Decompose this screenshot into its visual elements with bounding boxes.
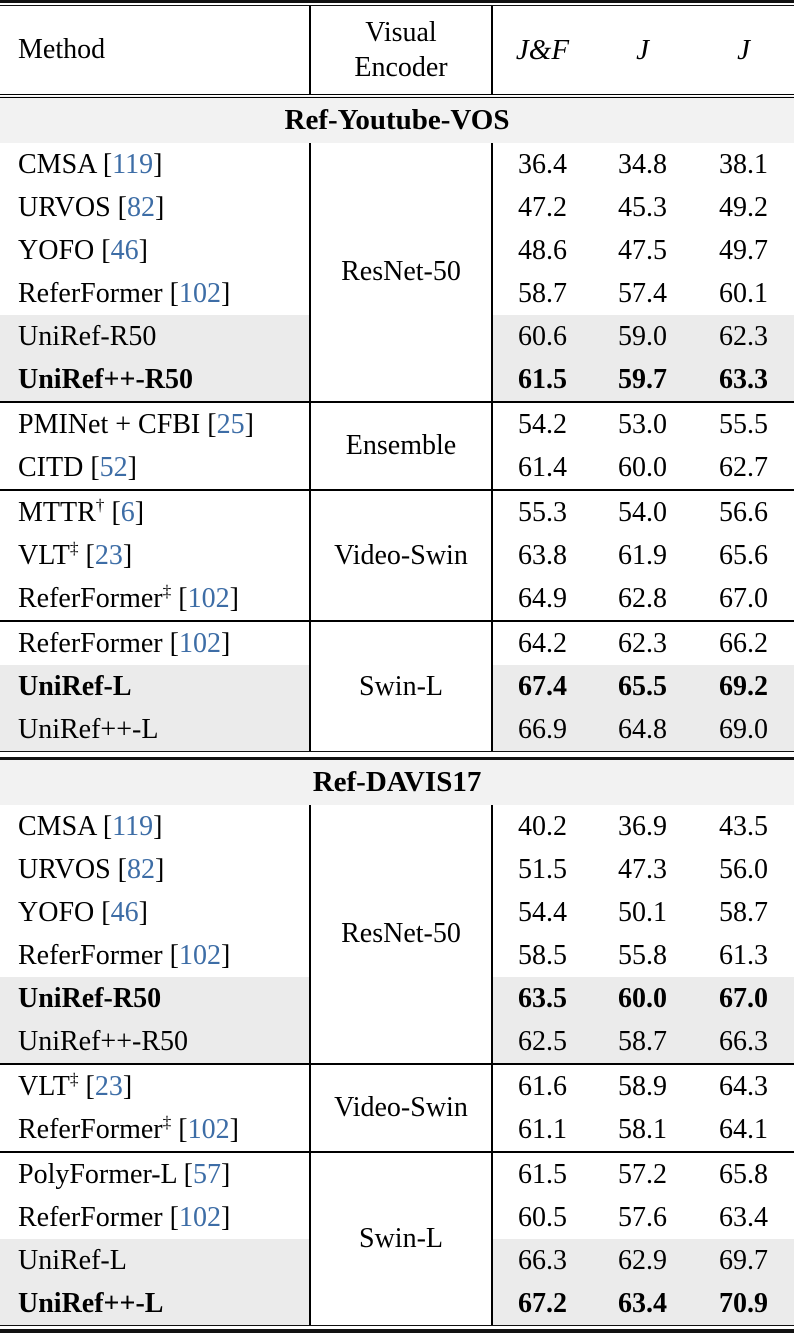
method-cell: PMINet + CFBI [25] bbox=[0, 402, 310, 446]
score-cell: 62.8 bbox=[618, 582, 667, 614]
encoder-cell: Ensemble bbox=[310, 402, 492, 490]
method-name: URVOS bbox=[18, 853, 111, 885]
score-cell: 56.0 bbox=[719, 853, 769, 885]
score-cell: 48.6 bbox=[518, 234, 567, 266]
citation-link[interactable]: 46 bbox=[110, 896, 139, 928]
method-cell bbox=[0, 1020, 310, 1064]
score-cell: 38.1 bbox=[719, 148, 768, 180]
citation-link[interactable]: 52 bbox=[99, 451, 128, 483]
citation-link[interactable]: 102 bbox=[187, 1113, 230, 1145]
score-cell: 59.0 bbox=[618, 320, 667, 352]
method-name: PMINet + CFBI bbox=[18, 408, 201, 440]
citation-link[interactable]: 25 bbox=[216, 408, 245, 440]
score-cell: 67.4 bbox=[518, 670, 567, 702]
score-cell: 47.3 bbox=[618, 853, 667, 885]
method-cell: MTTR† [6] bbox=[0, 490, 310, 534]
score-cell: 65.6 bbox=[719, 539, 768, 571]
score-cell: 62.3 bbox=[592, 621, 693, 665]
col-header-visual-encoder-line2: Encoder bbox=[354, 52, 448, 83]
score-cell: 40.2 bbox=[518, 810, 567, 842]
method-name: PolyFormer-L bbox=[18, 1158, 177, 1190]
col-header-visual-encoder-line1: Visual bbox=[365, 17, 437, 48]
score-cell: 60.0 bbox=[618, 451, 667, 483]
score-cell: 36.4 bbox=[518, 148, 567, 180]
method-cell: PolyFormer-L [57] bbox=[0, 1152, 310, 1196]
method-name: UniRef++-L bbox=[18, 1287, 164, 1319]
score-cell: 65.8 bbox=[693, 1152, 794, 1196]
citation-link[interactable]: 102 bbox=[178, 627, 221, 659]
method-cell: ReferFormer [102] bbox=[0, 621, 310, 665]
score-cell: 65.5 bbox=[618, 670, 667, 702]
method-cell: CMSA [119] bbox=[18, 148, 163, 180]
score-cell: 53.0 bbox=[592, 402, 693, 446]
method-name: CITD bbox=[18, 451, 84, 483]
method-superscript-marker: ‡ bbox=[162, 581, 172, 601]
citation-link[interactable]: 102 bbox=[187, 582, 230, 614]
score-cell: 60.0 bbox=[618, 982, 667, 1014]
score-cell: 57.4 bbox=[618, 277, 667, 309]
citation-link[interactable]: 119 bbox=[112, 148, 154, 180]
method-superscript-marker: ‡ bbox=[162, 1112, 172, 1132]
score-cell: 63.3 bbox=[719, 363, 768, 395]
table-row bbox=[0, 143, 794, 186]
method-name: CMSA bbox=[18, 148, 96, 180]
score-cell: 49.2 bbox=[719, 191, 768, 223]
citation-link[interactable]: 82 bbox=[127, 853, 155, 885]
method-cell bbox=[0, 1282, 310, 1325]
score-cell: 64.2 bbox=[492, 621, 592, 665]
score-cell: 62.3 bbox=[719, 320, 768, 352]
score-cell: 61.5 bbox=[492, 1152, 592, 1196]
score-cell: 64.3 bbox=[693, 1064, 794, 1108]
citation-link[interactable]: 46 bbox=[110, 234, 139, 266]
results-table-ref-davis17 bbox=[0, 760, 794, 1325]
encoder-cell: ResNet-50 bbox=[310, 143, 492, 402]
method-cell: CITD [52] bbox=[18, 451, 137, 483]
score-cell: 61.6 bbox=[492, 1064, 592, 1108]
score-cell: 63.4 bbox=[618, 1287, 667, 1319]
table-rule-bottom-thick bbox=[0, 1329, 794, 1333]
method-name: ReferFormer bbox=[18, 1113, 163, 1145]
method-name: ReferFormer bbox=[18, 582, 163, 614]
method-name: UniRef-L bbox=[18, 670, 132, 702]
score-cell: 47.5 bbox=[618, 234, 667, 266]
score-cell: 59.7 bbox=[618, 363, 667, 395]
method-cell: URVOS [82] bbox=[18, 853, 165, 885]
method-cell: YOFO [46] bbox=[18, 896, 148, 928]
method-name: MTTR bbox=[18, 496, 96, 528]
method-cell bbox=[0, 358, 310, 402]
method-superscript-marker: ‡ bbox=[69, 1069, 79, 1089]
citation-link[interactable]: 102 bbox=[178, 1201, 221, 1233]
score-cell: 61.5 bbox=[518, 363, 567, 395]
score-cell: 43.5 bbox=[719, 810, 769, 842]
method-name: UniRef-R50 bbox=[18, 320, 157, 352]
score-cell: 62.5 bbox=[518, 1025, 567, 1057]
section-band-row bbox=[0, 760, 794, 805]
score-cell: 67.2 bbox=[518, 1287, 567, 1319]
score-cell: 56.6 bbox=[693, 490, 794, 534]
method-name: URVOS bbox=[18, 191, 111, 223]
citation-link[interactable]: 6 bbox=[120, 496, 135, 528]
citation-link[interactable]: 119 bbox=[112, 810, 154, 842]
score-cell: 50.1 bbox=[618, 896, 667, 928]
score-cell: 55.8 bbox=[618, 939, 667, 971]
col-header-j-2: J bbox=[693, 6, 794, 96]
encoder-cell: Swin-L bbox=[310, 1152, 492, 1325]
score-cell: 34.8 bbox=[618, 148, 667, 180]
method-name: CMSA bbox=[18, 810, 96, 842]
score-cell: 69.0 bbox=[719, 713, 768, 745]
method-name: ReferFormer bbox=[18, 1201, 163, 1233]
score-cell: 67.0 bbox=[719, 582, 768, 614]
col-header-method: Method bbox=[0, 6, 310, 96]
method-cell: ReferFormer [102] bbox=[18, 277, 231, 309]
score-cell: 60.1 bbox=[719, 277, 768, 309]
section-header: Ref-DAVIS17 bbox=[0, 760, 794, 805]
score-cell: 63.5 bbox=[518, 982, 567, 1014]
score-cell: 45.3 bbox=[618, 191, 667, 223]
score-cell: 57.2 bbox=[592, 1152, 693, 1196]
score-cell: 54.2 bbox=[492, 402, 592, 446]
encoder-cell: Video-Swin bbox=[310, 1064, 492, 1152]
method-cell: URVOS [82] bbox=[18, 191, 165, 223]
score-cell: 55.5 bbox=[693, 402, 794, 446]
score-cell: 66.3 bbox=[518, 1244, 567, 1276]
score-cell: 58.1 bbox=[618, 1113, 667, 1145]
score-cell: 58.9 bbox=[592, 1064, 693, 1108]
method-name: VLT bbox=[18, 539, 70, 571]
method-name: VLT bbox=[18, 1070, 70, 1102]
citation-link[interactable]: 57 bbox=[192, 1158, 221, 1190]
method-cell bbox=[0, 708, 310, 751]
score-cell: 61.3 bbox=[719, 939, 769, 971]
score-cell: 54.0 bbox=[592, 490, 693, 534]
score-cell: 64.9 bbox=[518, 582, 567, 614]
method-name: UniRef-R50 bbox=[18, 982, 162, 1014]
table-row bbox=[0, 1064, 794, 1108]
score-cell: 60.6 bbox=[518, 320, 567, 352]
citation-link[interactable]: 82 bbox=[127, 191, 155, 223]
encoder-cell: Video-Swin bbox=[310, 490, 492, 621]
citation-link[interactable]: 102 bbox=[178, 939, 221, 971]
method-cell bbox=[0, 315, 310, 358]
score-cell: 70.9 bbox=[719, 1287, 769, 1319]
table-row bbox=[0, 1152, 794, 1196]
method-name: UniRef++-R50 bbox=[18, 1025, 189, 1057]
section-band-row bbox=[0, 96, 794, 143]
method-name: UniRef++-L bbox=[18, 713, 159, 745]
score-cell: 49.7 bbox=[719, 234, 768, 266]
col-header-visual-encoder bbox=[310, 6, 492, 96]
method-name: UniRef++-R50 bbox=[18, 363, 193, 395]
citation-link[interactable]: 23 bbox=[94, 539, 123, 571]
method-superscript-marker: † bbox=[95, 495, 105, 515]
score-cell: 55.3 bbox=[492, 490, 592, 534]
table-row bbox=[0, 621, 794, 665]
score-cell: 69.7 bbox=[719, 1244, 769, 1276]
citation-link[interactable]: 102 bbox=[178, 277, 221, 309]
encoder-cell: Swin-L bbox=[310, 621, 492, 751]
method-name: YOFO bbox=[18, 234, 95, 266]
method-cell: CMSA [119] bbox=[18, 810, 163, 842]
score-cell: 54.4 bbox=[518, 896, 567, 928]
method-name: ReferFormer bbox=[18, 627, 163, 659]
score-cell: 63.4 bbox=[719, 1201, 769, 1233]
table-row bbox=[0, 402, 794, 446]
score-cell: 66.9 bbox=[518, 713, 567, 745]
score-cell: 58.7 bbox=[719, 896, 769, 928]
score-cell: 57.6 bbox=[618, 1201, 667, 1233]
method-superscript-marker: ‡ bbox=[69, 538, 79, 558]
score-cell: 69.2 bbox=[719, 670, 768, 702]
score-cell: 66.2 bbox=[693, 621, 794, 665]
score-cell: 58.5 bbox=[518, 939, 567, 971]
method-name: YOFO bbox=[18, 896, 95, 928]
method-cell bbox=[0, 1239, 310, 1282]
score-cell: 60.5 bbox=[518, 1201, 567, 1233]
score-cell: 64.1 bbox=[719, 1113, 769, 1145]
results-table-ref-youtube-vos bbox=[0, 6, 794, 751]
method-cell: ReferFormer‡ [102] bbox=[18, 1112, 239, 1145]
score-cell: 47.2 bbox=[518, 191, 567, 223]
method-cell: VLT‡ [23] bbox=[18, 538, 133, 571]
score-cell: 62.9 bbox=[618, 1244, 667, 1276]
score-cell: 61.1 bbox=[518, 1113, 567, 1145]
col-header-j: J bbox=[592, 6, 693, 96]
method-cell bbox=[0, 977, 310, 1020]
method-name: ReferFormer bbox=[18, 939, 163, 971]
score-cell: 61.9 bbox=[618, 539, 667, 571]
score-cell: 64.8 bbox=[618, 713, 667, 745]
score-cell: 66.3 bbox=[719, 1025, 769, 1057]
method-cell: ReferFormer [102] bbox=[18, 939, 231, 971]
score-cell: 67.0 bbox=[719, 982, 769, 1014]
method-name: UniRef-L bbox=[18, 1244, 127, 1276]
table-row bbox=[0, 490, 794, 534]
encoder-cell: ResNet-50 bbox=[310, 805, 492, 1064]
citation-link[interactable]: 23 bbox=[94, 1070, 123, 1102]
score-cell: 61.4 bbox=[518, 451, 567, 483]
section-header: Ref-Youtube-VOS bbox=[0, 96, 794, 143]
col-header-j-and-f: J&F bbox=[492, 6, 592, 96]
method-cell: YOFO [46] bbox=[18, 234, 148, 266]
method-cell: ReferFormer [102] bbox=[18, 1201, 231, 1233]
method-name: ReferFormer bbox=[18, 277, 163, 309]
method-cell: VLT‡ [23] bbox=[0, 1064, 310, 1108]
method-cell bbox=[0, 665, 310, 708]
score-cell: 36.9 bbox=[618, 810, 667, 842]
score-cell: 62.7 bbox=[719, 451, 768, 483]
score-cell: 63.8 bbox=[518, 539, 567, 571]
table-row bbox=[0, 805, 794, 848]
method-cell: ReferFormer‡ [102] bbox=[18, 581, 239, 614]
score-cell: 58.7 bbox=[618, 1025, 667, 1057]
table-header-row bbox=[0, 6, 794, 96]
score-cell: 51.5 bbox=[518, 853, 567, 885]
score-cell: 58.7 bbox=[518, 277, 567, 309]
